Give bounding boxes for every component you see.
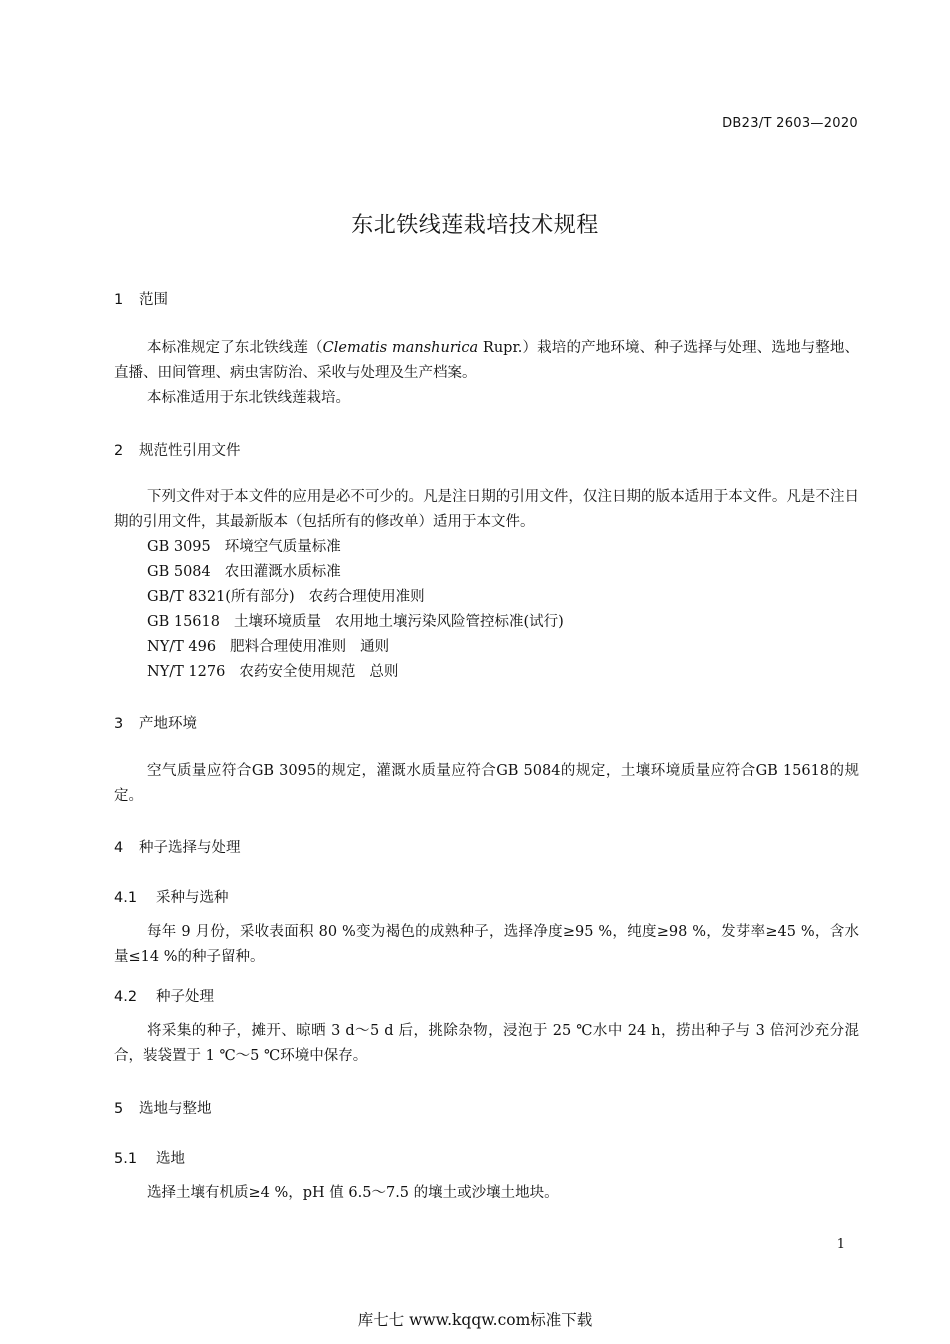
text-run: Rupr.）栽培的产地环境、种子选择与处理、选地与整地、直播、田间管理、病虫害防治、采收与处理及生产档案。 bbox=[114, 340, 859, 381]
page-number: 1 bbox=[836, 1237, 845, 1252]
reference-subtitle: 通则 bbox=[360, 639, 390, 655]
section-heading-4 bbox=[114, 836, 241, 857]
section-number: 4.1 bbox=[114, 890, 138, 906]
reference-code: GB 15618 bbox=[147, 614, 220, 630]
reference-subtitle: 农用地土壤污染风险管控标准(试行) bbox=[334, 614, 564, 630]
reference-item bbox=[147, 535, 341, 560]
section-title: 范围 bbox=[139, 292, 168, 308]
footer-watermark: 库七七 www.kqqw.com标准下载 bbox=[357, 1311, 593, 1329]
reference-item bbox=[147, 560, 341, 585]
subsection-heading-5-1 bbox=[114, 1147, 185, 1168]
section-number: 3 bbox=[114, 716, 124, 732]
latin-name: Clematis manshurica bbox=[322, 340, 479, 356]
reference-title: 肥料合理使用准则 bbox=[230, 639, 347, 655]
reference-item bbox=[147, 635, 389, 660]
reference-code: GB 5084 bbox=[147, 564, 211, 580]
reference-title: 农药安全使用规范 bbox=[239, 664, 356, 680]
section-heading-5 bbox=[114, 1097, 212, 1118]
reference-subtitle: 总则 bbox=[369, 664, 399, 680]
reference-title: 环境空气质量标准 bbox=[224, 539, 341, 555]
text-run: 本标准规定了东北铁线莲（ bbox=[147, 340, 323, 356]
section-title: 种子处理 bbox=[156, 989, 214, 1005]
section-title: 选地 bbox=[156, 1151, 185, 1167]
section-heading-1 bbox=[114, 288, 168, 309]
reference-code: GB/T 8321(所有部分) bbox=[147, 589, 295, 605]
environment-paragraph: 空气质量应符合GB 3095的规定，灌溉水质量应符合GB 5084的规定，土壤环境质量应符合GB 15618的规定。 bbox=[114, 763, 859, 804]
seed-selection-paragraph: 每年 9 月份，采收表面积 80 %变为褐色的成熟种子，选择净度≥95 %，纯度≥98 %，发芽率≥45 %，含水量≤14 %的种子留种。 bbox=[114, 924, 859, 965]
section-title: 产地环境 bbox=[139, 716, 197, 732]
section-number: 1 bbox=[114, 292, 124, 308]
reference-item bbox=[147, 660, 398, 685]
reference-code: GB 3095 bbox=[147, 539, 211, 555]
reference-item bbox=[147, 585, 425, 610]
scope-applicability: 本标准适用于东北铁线莲栽培。 bbox=[147, 390, 350, 406]
reference-title: 农药合理使用准则 bbox=[308, 589, 425, 605]
standard-number: DB23/T 2603—2020 bbox=[722, 116, 858, 131]
subsection-heading-4-1 bbox=[114, 886, 229, 907]
section-number: 4.2 bbox=[114, 989, 138, 1005]
reference-title: 土壤环境质量 bbox=[233, 614, 321, 630]
subsection-heading-4-2 bbox=[114, 985, 214, 1006]
scope-paragraph bbox=[114, 336, 859, 386]
section-heading-2 bbox=[114, 439, 241, 460]
section-number: 5 bbox=[114, 1101, 124, 1117]
section-number: 2 bbox=[114, 443, 124, 459]
reference-code: NY/T 496 bbox=[147, 639, 217, 655]
reference-title: 农田灌溉水质标准 bbox=[224, 564, 341, 580]
section-number: 5.1 bbox=[114, 1151, 138, 1167]
section-title: 种子选择与处理 bbox=[139, 840, 241, 856]
seed-treatment-paragraph: 将采集的种子，摊开、晾晒 3 d～5 d 后，挑除杂物，浸泡于 25 ℃水中 24 h，捞出种子与 3 倍河沙充分混合，装袋置于 1 ℃～5 ℃环境中保存。 bbox=[114, 1023, 859, 1064]
site-selection-paragraph: 选择土壤有机质≥4 %，pH 值 6.5～7.5 的壤土或沙壤土地块。 bbox=[147, 1185, 559, 1201]
section-number: 4 bbox=[114, 840, 124, 856]
section-title: 选地与整地 bbox=[139, 1101, 212, 1117]
reference-code: NY/T 1276 bbox=[147, 664, 226, 680]
section-title: 规范性引用文件 bbox=[139, 443, 241, 459]
section-title: 采种与选种 bbox=[156, 890, 229, 906]
normative-references-paragraph: 下列文件对于本文件的应用是必不可少的。凡是注日期的引用文件，仅注日期的版本适用于本文件。凡是不注日期的引用文件，其最新版本（包括所有的修改单）适用于本文件。 bbox=[114, 489, 859, 530]
section-heading-3 bbox=[114, 712, 197, 733]
document-title: 东北铁线莲栽培技术规程 bbox=[351, 213, 599, 238]
reference-item bbox=[147, 610, 564, 635]
